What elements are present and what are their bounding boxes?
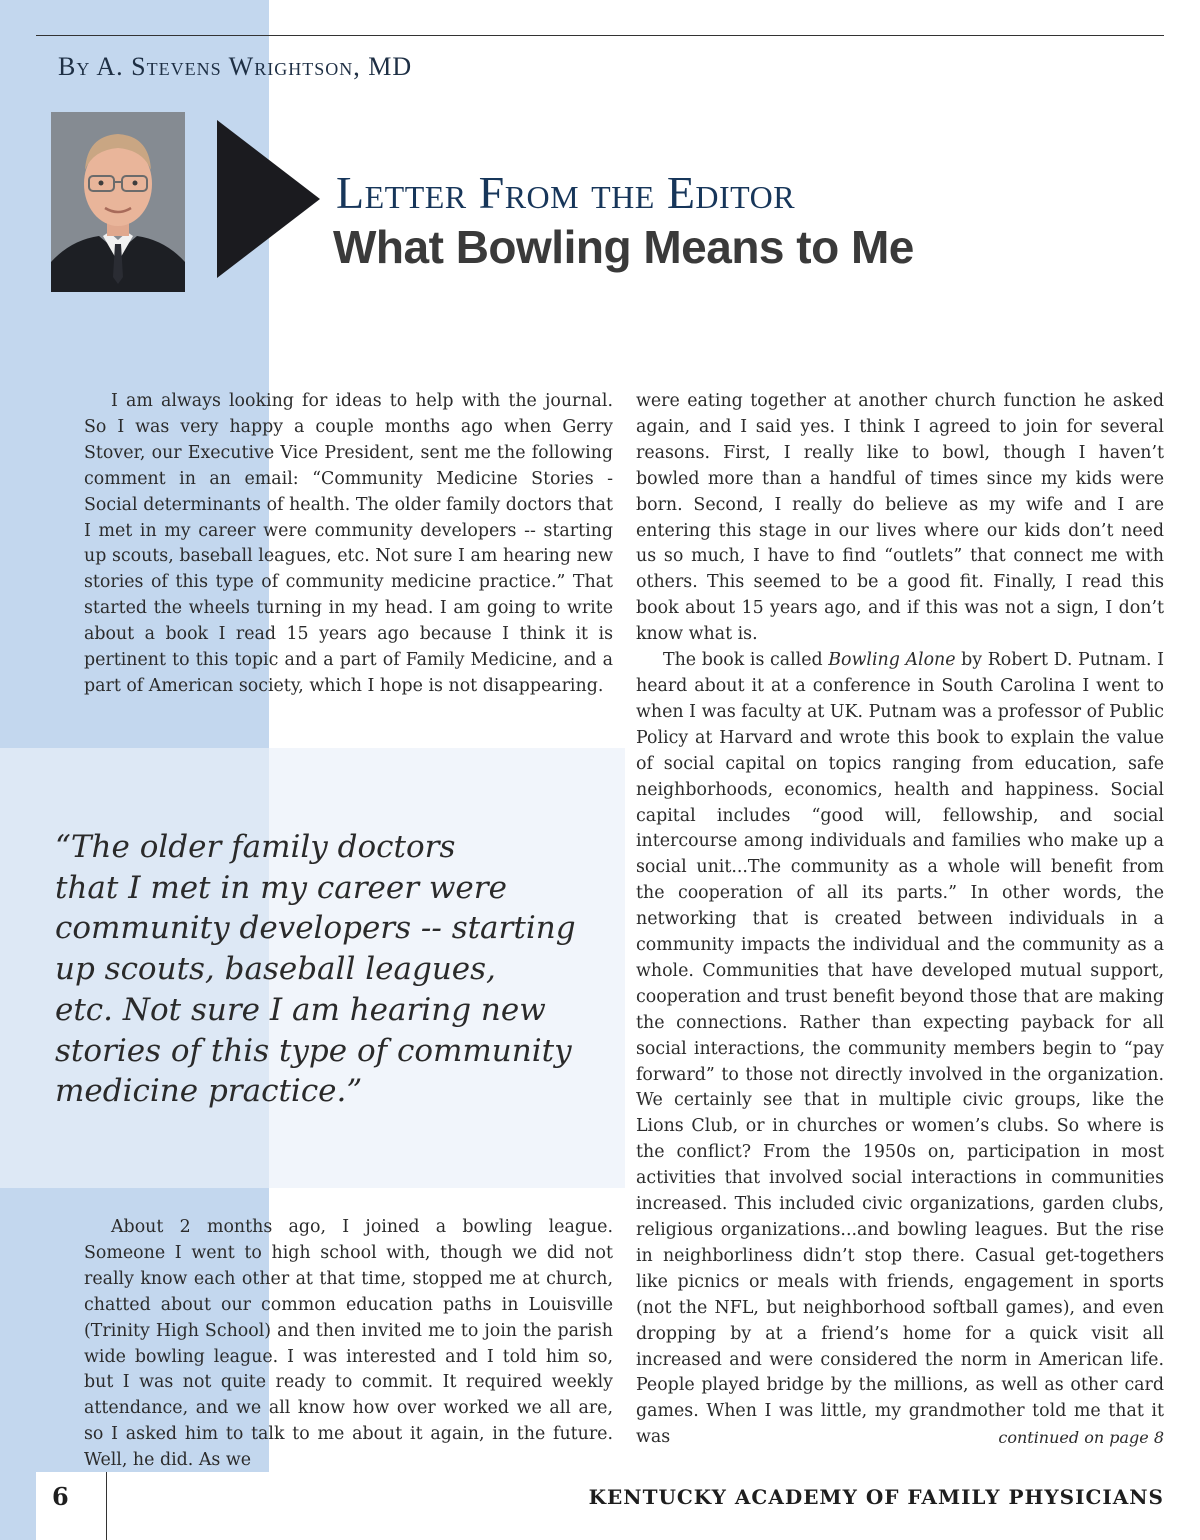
book-title: Bowling Alone bbox=[828, 650, 956, 671]
left-column-bottom bbox=[84, 1215, 613, 1474]
title-arrow-icon bbox=[217, 120, 320, 278]
top-rule bbox=[36, 35, 1164, 36]
paragraph-text: The book is called bbox=[663, 650, 829, 671]
paragraph: I am always looking for ideas to help with the journal. So I was very happy a couple months ago when Gerry Stover, our Executive Vice President, sent me the following comment in an email: “Community Medicine Stories - Social determinants of health. The older family doctors that I met in my career were community developers -- starting up scouts, baseball leagues, etc. Not sure I am hearing new stories of this type of community medicine practice.” That started the wheels turning in my head. I am going to write about a book I read 15 years ago because I think it is pertinent to this topic and a part of Family Medicine, and a part of American society, which I hope is not disappearing. bbox=[84, 391, 613, 696]
author-portrait-icon bbox=[51, 112, 185, 292]
author-photo bbox=[51, 112, 185, 292]
section-kicker: Letter From the Editor bbox=[336, 167, 796, 218]
byline: By A. Stevens Wrightson, MD bbox=[58, 52, 413, 81]
paragraph: were eating together at another church function he asked again, and I said yes. I think I agreed to join for several reasons. First, I really like to bowl, though I haven’t bowled more than a handful of times since my kids were born. Second, I really do believe as my wife and I are entering this stage in our lives where our kids don’t need us so much, I have to find “outlets” that connect me with others. This seemed to be a good fit. Finally, I read this book about 15 years ago, and if this was not a sign, I don’t know what is. bbox=[636, 391, 1164, 645]
continued-link[interactable]: continued on page 8 bbox=[998, 1428, 1164, 1447]
paragraph bbox=[636, 648, 1164, 1451]
sidebar-band-footer bbox=[0, 1472, 36, 1540]
article-headline: What Bowling Means to Me bbox=[333, 221, 914, 273]
right-column bbox=[636, 389, 1164, 1451]
publication-name: KENTUCKY ACADEMY OF FAMILY PHYSICIANS bbox=[588, 1485, 1164, 1509]
paragraph: About 2 months ago, I joined a bowling league. Someone I went to high school with, though we did not really know each other at that time, stopped me at church, chatted about our common education paths in Louisville (Trinity High School) and then invited me to join the parish wide bowling league. I was interested and I told him so, but I was not quite ready to commit. It required weekly attendance, and we all know how over worked we all are, so I asked him to talk to me about it again, in the future. Well, he did. As we bbox=[84, 1217, 613, 1471]
footer-divider bbox=[106, 1472, 107, 1540]
pull-quote: “The older family doctors that I met in my career were community developers -- starting up scouts, baseball leagues, etc. Not sure I am hearing new stories of this type of community medicine practice.” bbox=[55, 829, 576, 1110]
paragraph-text: by Robert D. Putnam. I heard about it at a conference in South Carolina I went to when I was faculty at UK. Putnam was a professor of Public Policy at Harvard and wrote this book to explain the value of social capital on topics ranging from education, safe neighborhoods, economics, health and happiness. Social capital includes “good will, fellowship, and social intercourse among individuals and families who make up a social unit...The community as a whole will benefit from the cooperation of all its parts.” In other words, the networking that is created between individuals in a community impacts the individual and the community as a whole. Communities that have developed mutual support, cooperation and trust benefit beyond those that are making the connections. Rather than expecting payback for all social interactions, the community members begin to “pay forward” to those not directly involved in the organization. We certainly see that in multiple civic groups, like the Lions Club, or in churches or women’s clubs. So where is the conflict? From the 1950s on, participation in most activities that involved social interactions in communities increased. This included civic organizations, garden clubs, religious organizations...and bowling leagues. But the rise in neighborliness didn’t stop there. Casual get-togethers like picnics or meals with friends, engagement in sports (not the NFL, but neighborhood softball games), and even dropping by at a friend’s home for a quick visit all increased and were considered the norm in American life. People played bridge by the millions, as well as other card games. When I was little, my grandmother told me that it was bbox=[636, 650, 1164, 1448]
page-number: 6 bbox=[52, 1482, 69, 1511]
left-column-top bbox=[84, 389, 613, 700]
